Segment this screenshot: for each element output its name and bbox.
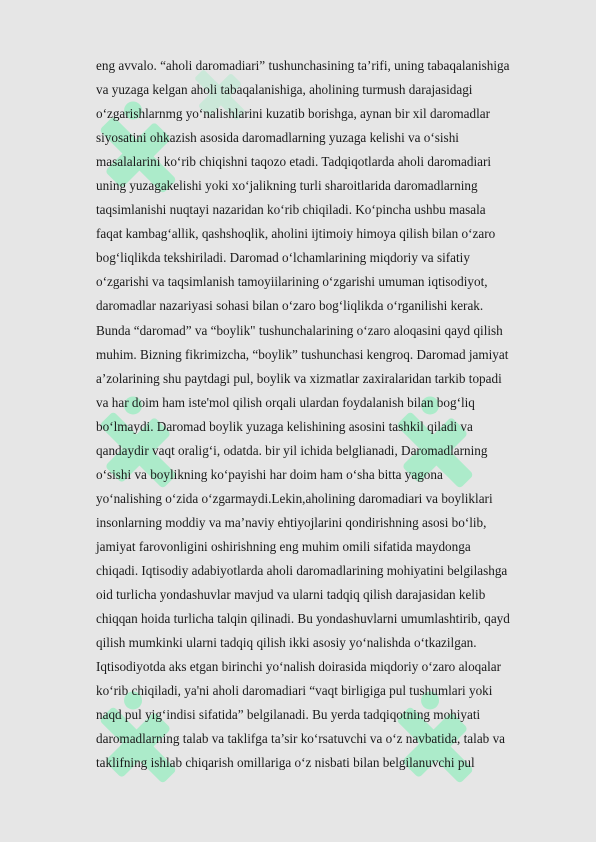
text-line: uning yuzagakelishi yoki xo‘jalikning turli sharoitlarida daromadlarning [96, 178, 478, 194]
text-line: chiqqan hoida turlicha talqin qilinadi. Bu yondashuvlarni umumlashtirib, qayd [96, 611, 510, 627]
text-line: va har doim ham iste'mol qilish orqali ulardan foydalanish bilan bog‘liq [96, 394, 475, 410]
text-line: siyosatini ohkazish asosida daromadlarning yuzaga kelishi va o‘sishi [96, 130, 459, 146]
text-line: daromadlarning talab va taklifga ta’sir ko‘rsatuvchi va o‘z navbatida, talab va [96, 731, 506, 747]
text-line: Iqtisodiyotda aks etgan birinchi yo‘nalish doirasida miqdoriy o‘zaro aloqalar [96, 659, 502, 675]
text-line: taklifning ishlab chiqarish omillariga o‘z nisbati bilan belgilanuvchi pul [96, 755, 475, 771]
text-line: qilish mumkinki ularni tadqiq qilish ikki asosiy yo‘nalishda o‘tkazilgan. [96, 635, 477, 651]
text-line: a’zolarining shu paytdagi pul, boylik va xizmatlar zaxiralaridan tarkib topadi [96, 370, 502, 386]
text-line: Bunda “daromad” va “boylik" tushunchalarining o‘zaro aloqasini qayd qilish [96, 322, 503, 338]
text-line: oid turlicha yondashuvlar mavjud va ularni tadqiq qilish darajasidan kelib [96, 587, 486, 603]
body-text [96, 54, 536, 775]
text-line: bog‘liqlikda tekshiriladi. Daromad o‘lchamlarining miqdoriy va sifatiy [96, 250, 470, 266]
text-line: jamiyat farovonligini oshirishning eng muhim omili sifatida maydonga [96, 538, 471, 554]
text-line: qandaydir vaqt oralig‘i, odatda. bir yil ichida belglianadi, Daromadlarning [96, 442, 488, 458]
text-line: naqd pul yig‘indisi sifatida” belgilanadi. Bu yerda tadqiqotning mohiyati [96, 707, 481, 723]
text-line: faqat kambag‘allik, qashshoqlik, aholini ijtimoiy himoya qilish bilan o‘zaro [96, 226, 496, 242]
text-line: o‘sishi va boylikning ko‘payishi har doim ham o‘sha bitta yagona [96, 466, 443, 482]
text-line: ko‘rib chiqiladi, ya'ni aholi daromadiari “vaqt birligiga pul tushumlari yoki [96, 683, 493, 699]
text-line: insonlarning moddiy va ma’naviy ehtiyojlarini qondirishning asosi bo‘lib, [96, 514, 487, 530]
text-line: o‘zgarishi va taqsimlanish tamoyiilarining o‘zgarishi umuman iqtisodiyot, [96, 274, 488, 290]
text-line: bo‘lmaydi. Daromad boylik yuzaga kelishining asosini tashkil qiladi va [96, 418, 473, 434]
text-line: chiqadi. Iqtisodiy adabiyotlarda aholi daromadlarining mohiyatini belgilashga [96, 562, 508, 578]
text-line: o‘zgarishlarnmg yo‘nalishlarini kuzatib borishga, aynan bir xil daromadlar [96, 106, 491, 122]
text-line: masalalarini ko‘rib chiqishni taqozo etadi. Tadqiqotlarda aholi daromadiari [96, 154, 492, 170]
text-line: va yuzaga kelgan aholi tabaqalanishiga, aholining turmush darajasidagi [96, 82, 473, 98]
text-line: taqsimlanishi nuqtayi nazaridan ko‘rib chiqiladi. Ko‘pincha ushbu masala [96, 202, 486, 218]
text-line: eng avvalo. “aholi daromadiari” tushunchasining ta’rifi, uning tabaqalanishiga [96, 58, 510, 73]
text-line: yo‘nalishing o‘zida o‘zgarmaydi.Lekin,aholining daromadiari va boyliklari [96, 490, 493, 506]
text-line: muhim. Bizning fikrimizcha, “boylik” tushunchasi kengroq. Daromad jamiyat [96, 346, 509, 362]
text-line: daromadlar nazariyasi sohasi bilan o‘zaro bog‘liqlikda o‘rganilishi kerak. [96, 298, 484, 314]
